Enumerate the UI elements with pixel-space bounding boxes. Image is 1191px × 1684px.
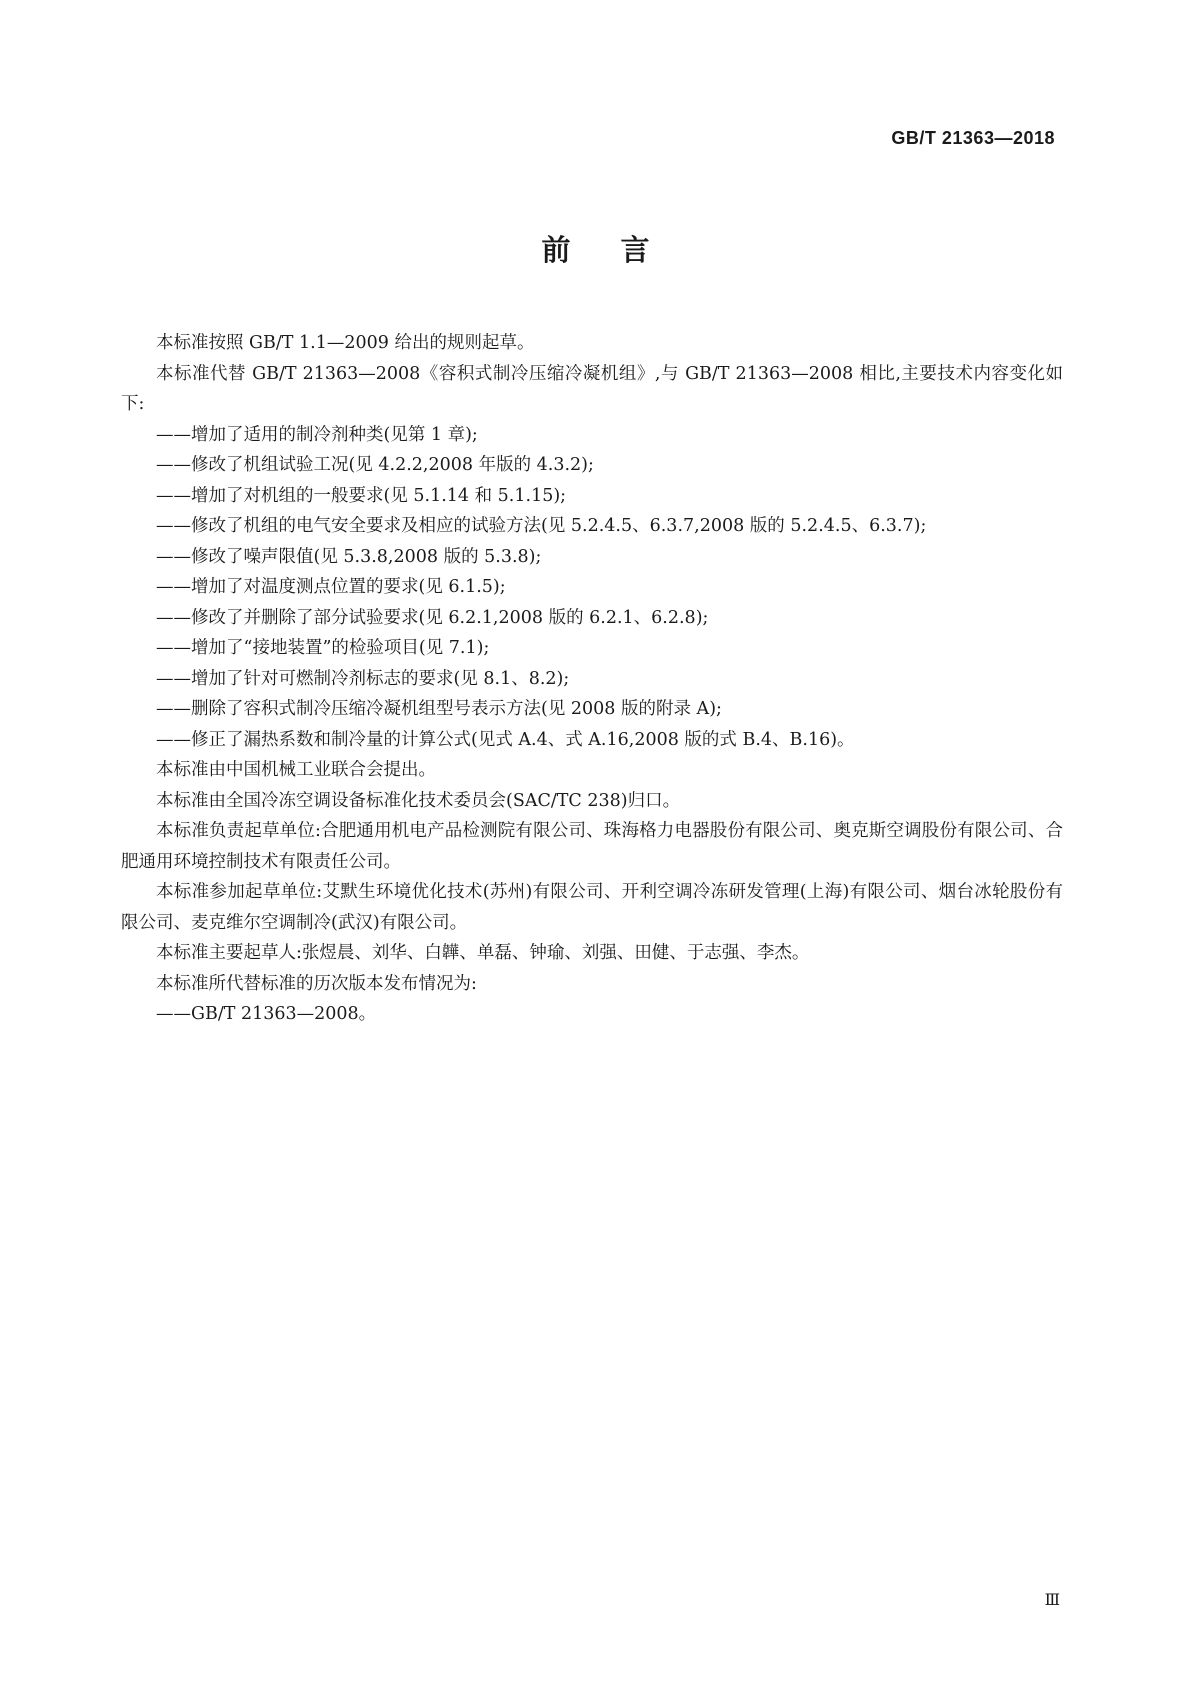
change-item: ——增加了适用的制冷剂种类(见第 1 章);: [156, 424, 478, 445]
paragraph-drafting-rules: 本标准按照 GB/T 1.1—2009 给出的规则起草。: [156, 333, 535, 353]
paragraph-proposer: 本标准由中国机械工业联合会提出。: [156, 760, 436, 780]
change-item: ——增加了“接地装置”的检验项目(见 7.1);: [156, 638, 490, 658]
paragraph-committee: 本标准由全国冷冻空调设备标准化技术委员会(SAC/TC 238)归口。: [156, 790, 681, 811]
change-item: ——增加了针对可燃制冷剂标志的要求(见 8.1、8.2);: [156, 668, 570, 689]
change-item: ——增加了对温度测点位置的要求(见 6.1.5);: [156, 577, 506, 597]
foreword-body: [121, 328, 1063, 1030]
change-item: ——修改了机组的电气安全要求及相应的试验方法(见 5.2.4.5、6.3.7,2008 版的 5.2.4.5、6.3.7);: [156, 516, 927, 536]
previous-edition-item: ——GB/T 21363—2008。: [156, 1004, 377, 1024]
change-item: ——修改了并删除了部分试验要求(见 6.2.1,2008 版的 6.2.1、6.2.8);: [156, 607, 709, 628]
paragraph-lead-drafters: 本标准负责起草单位:合肥通用机电产品检测院有限公司、珠海格力电器股份有限公司、奥克斯空调股份有限公司、合肥通用环境控制技术有限责任公司。: [121, 821, 1063, 872]
standard-code: GB/T 21363—2018: [891, 128, 1055, 148]
paragraph-replacement: 本标准代替 GB/T 21363—2008《容积式制冷压缩冷凝机组》,与 GB/T 21363—2008 相比,主要技术内容变化如下:: [121, 363, 1063, 414]
change-item: ——修正了漏热系数和制冷量的计算公式(见式 A.4、式 A.16,2008 版的式 B.4、B.16)。: [156, 729, 855, 750]
paragraph-edition-history: 本标准所代替标准的历次版本发布情况为:: [156, 973, 477, 994]
change-item: ——删除了容积式制冷压缩冷凝机组型号表示方法(见 2008 版的附录 A);: [156, 699, 722, 719]
page-title: 前言: [541, 233, 700, 267]
change-item: ——增加了对机组的一般要求(见 5.1.14 和 5.1.15);: [156, 485, 567, 506]
page-number: Ⅲ: [1044, 1592, 1060, 1609]
paragraph-drafters: 本标准主要起草人:张煜晨、刘华、白韡、单磊、钟瑜、刘强、田健、于志强、李杰。: [156, 943, 810, 963]
change-item: ——修改了机组试验工况(见 4.2.2,2008 年版的 4.3.2);: [156, 455, 594, 475]
paragraph-participating-drafters: 本标准参加起草单位:艾默生环境优化技术(苏州)有限公司、开利空调冷冻研发管理(上海)有限公司、烟台冰轮股份有限公司、麦克维尔空调制冷(武汉)有限公司。: [121, 882, 1063, 933]
change-item: ——修改了噪声限值(见 5.3.8,2008 版的 5.3.8);: [156, 546, 542, 567]
